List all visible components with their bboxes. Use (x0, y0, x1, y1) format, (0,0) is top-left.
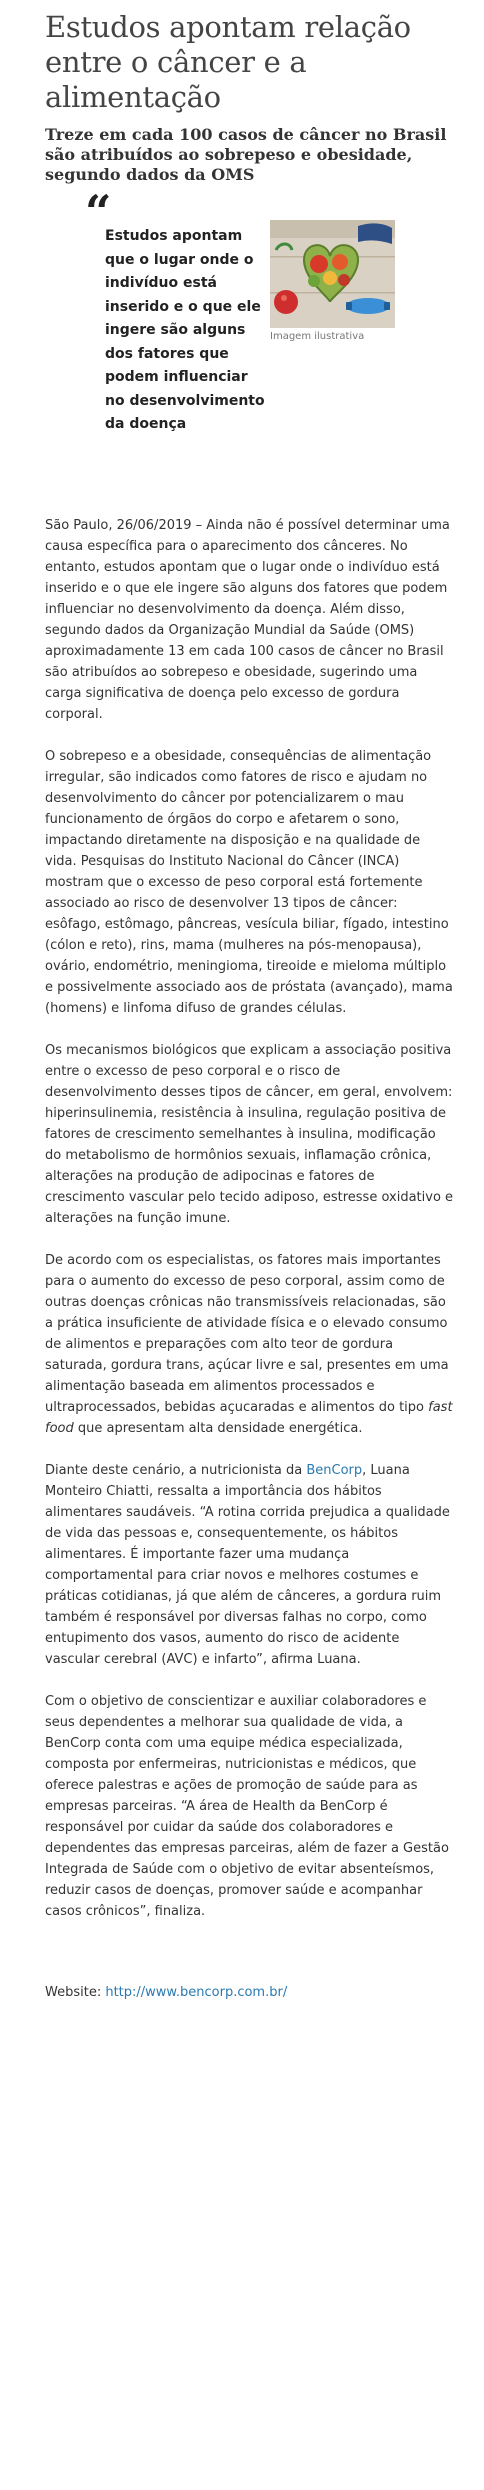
website-label: Website: (45, 1985, 106, 2000)
pull-quote: Estudos apontam que o lugar onde o indivíduo está inserido e o que ele ingere são alguns dos fatores que podem influenciar no desenvolvimento da doença (105, 228, 265, 432)
paragraph-5: Diante deste cenário, a nutricionista da BenCorp, Luana Monteiro Chiatti, ressalta a importância dos hábitos alimentares saudáveis. “A rotina corrida prejudica a qualidade de vida das pessoas e, consequentemente, os hábitos alimentares. É importante fazer uma mudança comportamental para criar novos e melhores costumes e práticas cotidianas, já que além de cânceres, a gordura ruim também é responsável por diversas falhas no corpo, como entupimento dos vasos, aumento do risco de acidente vascular cerebral (AVC) e infarto”, afirma Luana. (45, 1463, 450, 1667)
paragraph-4: De acordo com os especialistas, os fatores mais importantes para o aumento do excesso de peso corporal, assim como de outras doenças crônicas não transmissíveis relacionadas, são a prática insuficiente de atividade física e o elevado consumo de alimentos e preparações com alto teor de gordura saturada, gordura trans, açúcar livre e sal, presentes em uma alimentação baseada em alimentos processados e ultraprocessados, bebidas açucaradas e alimentos do tipo fast food que apresentam alta densidade energética. (45, 1253, 453, 1436)
paragraph-3: Os mecanismos biológicos que explicam a associação positiva entre o excesso de peso corporal e o risco de desenvolvimento desses tipos de câncer, em geral, envolvem: hiperinsulinemia, resistência à insulina, regulação positiva de fatores de crescimento semelhantes à insulina, modificação do metabolismo de hormônios sexuais, inflamação crônica, alterações na produção de adipocinas e fatores de crescimento vascular pelo tecido adiposo, estresse oxidativo e alterações na função imune. (45, 1043, 454, 1226)
article-title: Estudos apontam relação entre o câncer e a alimentação (45, 10, 411, 114)
website-line (45, 1982, 455, 2003)
article (45, 0, 455, 2003)
paragraph-6: Com o objetivo de conscientizar e auxiliar colaboradores e seus dependentes a melhorar sua qualidade de vida, a BenCorp conta com uma equipe médica especializada, composta por enfermeiras, nutricionistas e médicos, que oferece palestras e ações de promoção de saúde para as empresas parceiras. “A área de Health da BenCorp é responsável por cuidar da saúde dos colaboradores e dependentes das empresas parceiras, além de fazer a Gestão Integrada de Saúde com o objetivo de evitar absenteísmos, reduzir casos de doenças, promover saúde e acompanhar casos crônicos”, finaliza. (45, 1694, 449, 1919)
pull-quote-block (45, 185, 455, 515)
bencorp-link[interactable]: BenCorp (306, 1463, 363, 1478)
paragraph-2: O sobrepeso e a obesidade, consequências de alimentação irregular, são indicados como fatores de risco e ajudam no desenvolvimento do câncer por potencializarem o mau funcionamento de órgãos do corpo e afetarem o sono, impactando diretamente na disposição e na qualidade de vida. Pesquisas do Instituto Nacional do Câncer (INCA) mostram que o excesso de peso corporal está fortemente associado ao risco de desenvolver 13 tipos de câncer: esôfago, estômago, pâncreas, vesícula biliar, fígado, intestino (cólon e reto), rins, mama (mulheres na pós-menopausa), ovário, endométrio, meningioma, tireoide e mieloma múltiplo e possivelmente associado aos de próstata (avançado), mama (homens) e linfoma difuso de grandes células. (45, 749, 453, 1016)
food-health-illustration (270, 220, 395, 328)
article-image[interactable] (270, 220, 395, 342)
fast-food-term: fast food (45, 1400, 453, 1436)
dateline: São Paulo, 26/06/2019 – (45, 518, 203, 533)
article-body (45, 515, 455, 1922)
website-link[interactable]: http://www.bencorp.com.br/ (105, 1985, 288, 2000)
image-caption: Imagem ilustrativa (270, 331, 365, 342)
article-subtitle: Treze em cada 100 casos de câncer no Brasil são atribuídos ao sobrepeso e obesidade, segundo dados da OMS (45, 125, 447, 184)
paragraph-1: São Paulo, 26/06/2019 – Ainda não é possível determinar uma causa específica para o aparecimento dos cânceres. No entanto, estudos apontam que o lugar onde o indivíduo está inserido e o que ele ingere são alguns dos fatores que podem influenciar no desenvolvimento da doença. Além disso, segundo dados da Organização Mundial da Saúde (OMS) aproximadamente 13 em cada 100 casos de câncer no Brasil são atribuídos ao sobrepeso e obesidade, sugerindo uma carga significativa de doença pelo excesso de gordura corporal. (45, 518, 450, 722)
quote-mark-icon: “ (85, 185, 112, 239)
